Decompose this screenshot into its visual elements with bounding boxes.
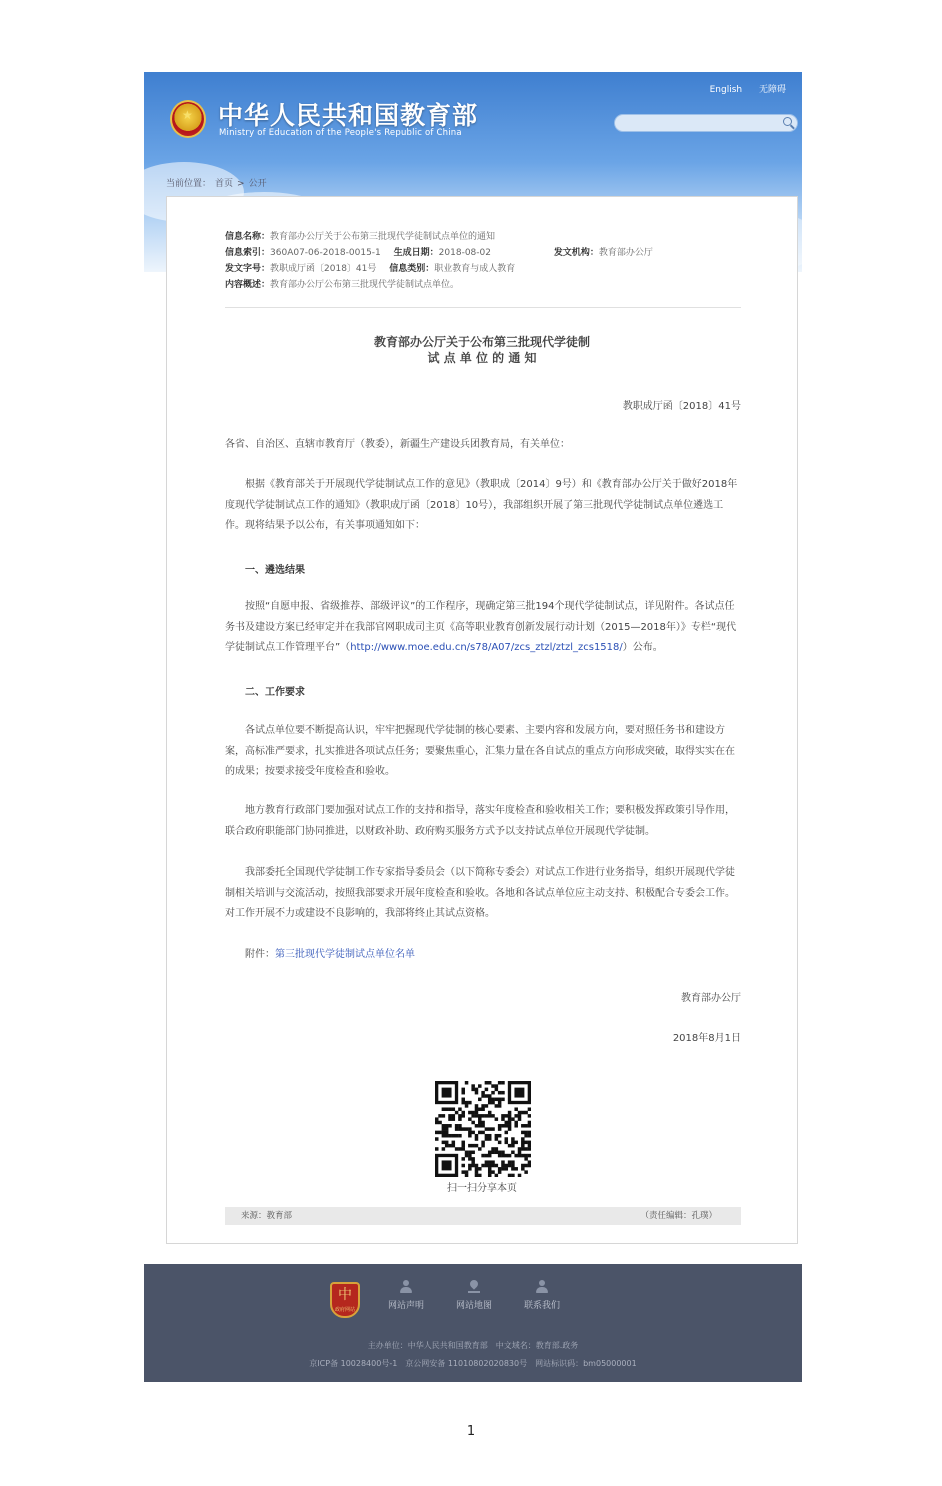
meta-name-value: 教育部办公厅关于公布第三批现代学徒制试点单位的通知 [270, 232, 496, 242]
national-emblem-icon[interactable]: ★ [170, 100, 206, 138]
footer-nav-statement[interactable] [376, 1280, 436, 1311]
search-box [614, 114, 798, 132]
attachment-link[interactable]: 第三批现代学徒制试点单位名单 [275, 949, 415, 960]
editor-label: （责任编辑：孔璞） [640, 1211, 717, 1221]
icp-info: 京ICP备 10028400号-1 京公网安备 11010802020830号 网站标识码：bm05000001 [309, 1359, 637, 1368]
source-label: 来源：教育部 [241, 1211, 293, 1221]
meta-date-value: 2018-08-02 [438, 248, 491, 258]
page-number: 1 [466, 1424, 476, 1439]
footer-nav-contact[interactable] [512, 1280, 572, 1311]
meta-org-key: 发文机构： [553, 248, 599, 258]
contacts-icon [536, 1280, 548, 1294]
article-panel [166, 196, 798, 1244]
document-metadata [225, 229, 663, 293]
accessibility-link[interactable]: 无障碍 [758, 85, 786, 95]
salutation: 各省、自治区、直辖市教育厅（教委），新疆生产建设兵团教育局，有关单位： [225, 439, 570, 450]
sign-date: 2018年8月1日 [672, 1033, 741, 1044]
meta-index-value: 360A07-06-2018-0015-1 [270, 248, 381, 258]
attachment-label: 附件： [245, 949, 275, 960]
breadcrumb-home[interactable]: 首页 [215, 179, 234, 189]
host-info: 主办单位：中华人民共和国教育部 中文域名：教育部.政务 [367, 1341, 579, 1350]
meta-index-key: 信息索引： [225, 248, 271, 258]
document-title-line1: 教育部办公厅关于公布第三批现代学徒制 [373, 335, 590, 349]
section-heading-2: 二、工作要求 [245, 687, 305, 698]
meta-org-value: 教育部办公厅 [598, 248, 653, 258]
gov-badge-label: 政府网站 [334, 1307, 355, 1313]
paragraph-5: 我部委托全国现代学徒制工作专家指导委员会（以下简称专委会）对试点工作进行业务指导，组织开展现代学徒制相关培训与交流活动，按照我部要求开展年度检查和验收。各地和各试点单位应主动支持、积极配合专委会工作。对工作开展不力或建设不良影响的，我部将终止其试点资格。 [225, 867, 735, 919]
platform-url-link[interactable]: http://www.moe.edu.cn/s78/A07/zcs_ztzl/ztzl_zcs1518/ [350, 642, 623, 653]
meta-summary-key: 内容概述： [225, 280, 271, 290]
site-subtitle: Ministry of Education of the People's Republic of China [219, 128, 462, 138]
paragraph-4: 地方教育行政部门要加强对试点工作的支持和指导，落实年度检查和验收相关工作；要积极发挥政策引导作用，联合政府职能部门协同推进，以财政补助、政府购买服务方式予以支持试点单位开展现代学徒制。 [225, 805, 735, 837]
person-icon [400, 1280, 412, 1294]
footer-nav-label: 网站地图 [455, 1301, 492, 1311]
meta-category-value: 职业教育与成人教育 [434, 264, 516, 274]
divider [225, 307, 741, 308]
breadcrumb-separator: > [237, 179, 245, 189]
gov-website-badge-icon[interactable]: 中 政府网站 [330, 1282, 360, 1318]
english-link[interactable]: English [709, 85, 743, 95]
meta-category-key: 信息类别： [389, 264, 435, 274]
meta-name-key: 信息名称： [225, 232, 271, 242]
meta-docno-key: 发文字号： [225, 264, 271, 274]
paragraph-2-text: 按照“自愿申报、省级推荐、部级评议”的工作程序，现确定第三批194个现代学徒制试点，详见附件。各试点任务书及建设方案已经审定并在我部官网职成司主页《高等职业教育创新发展行动计划（2015—2018年）》专栏“现代学徒制试点工作管理平台”（ [225, 601, 737, 653]
article-footer-bar [225, 1207, 741, 1225]
top-links [696, 82, 786, 95]
qr-caption: 扫一扫分享本页 [447, 1183, 517, 1194]
site-footer [144, 1264, 802, 1382]
footer-nav-sitemap[interactable] [444, 1280, 504, 1311]
paragraph-3: 各试点单位要不断提高认识，牢牢把握现代学徒制的核心要素、主要内容和发展方向，要对照任务书和建设方案，高标准严要求，扎实推进各项试点任务；要聚焦重心，汇集力量在各自试点的重点方向形成突破，取得实实在在的成果；按要求接受年度检查和验收。 [225, 725, 735, 777]
meta-date-key: 生成日期： [393, 248, 439, 258]
qr-code-icon[interactable] [435, 1081, 531, 1177]
document-number: 教职成厅函〔2018〕41号 [622, 401, 741, 412]
document-title-line2: 试 点 单 位 的 通 知 [427, 351, 537, 365]
breadcrumb-label: 当前位置： [166, 179, 212, 189]
attachment-line [245, 945, 763, 966]
paragraph-2-end: ）公布。 [622, 642, 663, 653]
search-input[interactable] [623, 119, 777, 135]
section-heading-1: 一、遴选结果 [245, 565, 305, 576]
footer-nav-label: 网站声明 [387, 1301, 424, 1311]
breadcrumb [166, 176, 271, 189]
breadcrumb-current[interactable]: 公开 [248, 179, 267, 189]
browser-page [144, 72, 802, 1382]
location-pin-icon [468, 1280, 480, 1294]
paragraph-1: 根据《教育部关于开展现代学徒制试点工作的意见》（教职成〔2014〕9号）和《教育部办公厅关于做好2018年度现代学徒制试点工作的通知》（教职成厅函〔2018〕10号），我部组织开展了第三批现代学徒制试点单位遴选工作。现将结果予以公布，有关事项通知如下： [225, 479, 738, 531]
meta-docno-value: 教职成厅函〔2018〕41号 [270, 264, 377, 274]
search-icon[interactable] [783, 117, 792, 126]
meta-summary-value: 教育部办公厅公布第三批现代学徒制试点单位。 [270, 280, 460, 290]
paragraph-2 [225, 597, 743, 659]
footer-nav-label: 联系我们 [523, 1301, 560, 1311]
signer: 教育部办公厅 [681, 993, 741, 1004]
site-title[interactable]: 中华人民共和国教育部 [218, 101, 479, 130]
